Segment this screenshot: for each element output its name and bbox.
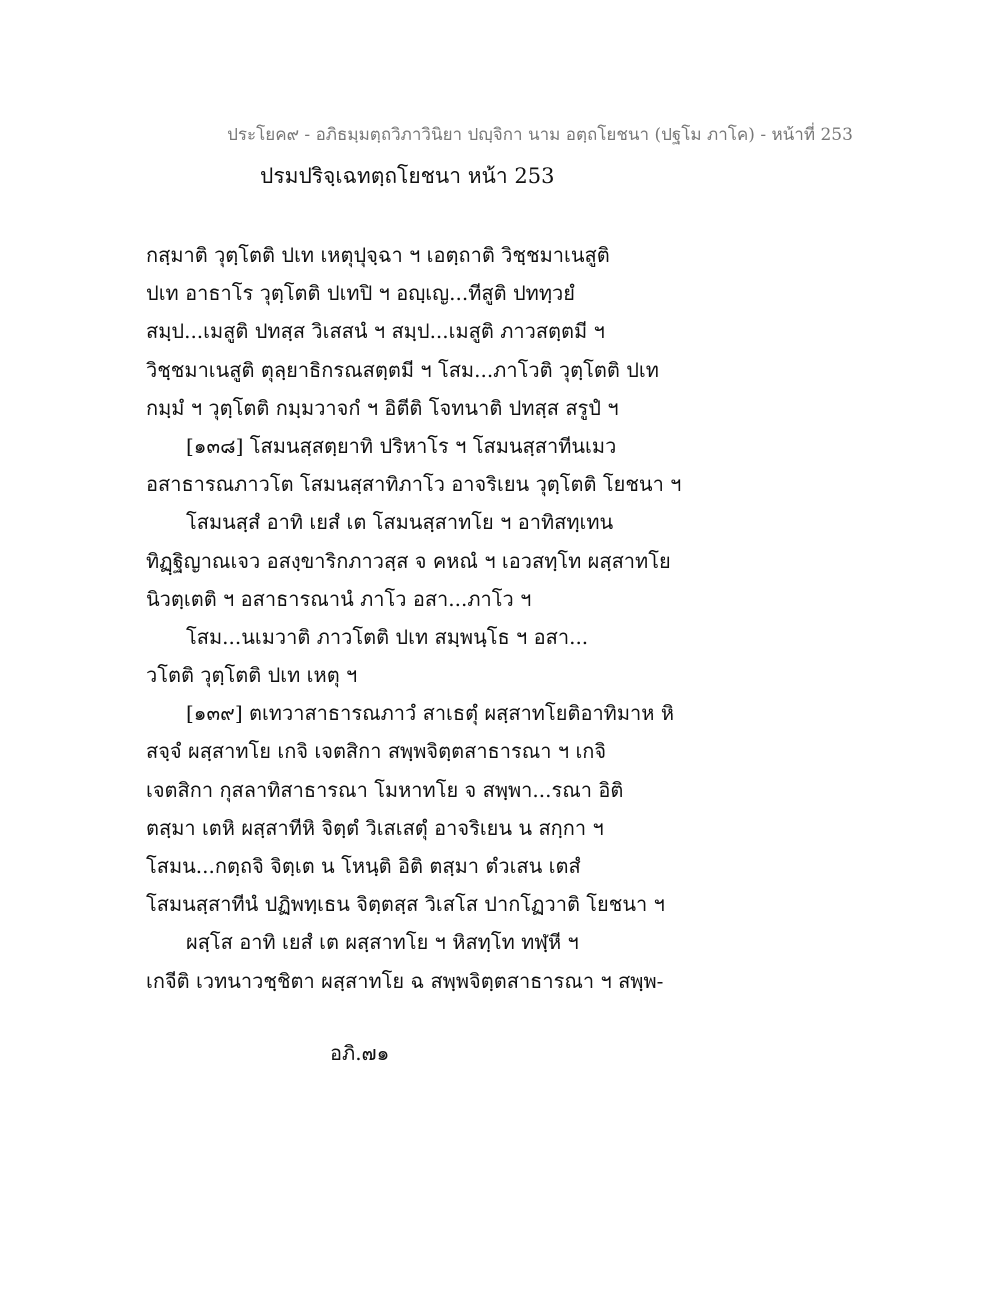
running-header: ประโยค๙ - อภิธมฺมตฺถวิภาวินิยา ปญฺจิกา นาม อตฺถโยชนา (ปฐโม ภาโค) - หน้าที่ 253: [227, 125, 853, 145]
body-line-20: เกจีติ เวทนาวชฺชิตา ผสฺสาทโย ฉ สพฺพจิตฺตสาธารณา ฯ สพฺพ-: [146, 968, 664, 993]
body-line-1: กสฺมาติ วุตฺโตติ ปเท เหตุปุจฺฉา ฯ เอตฺถาติ วิชฺชมาเนสูติ: [146, 243, 610, 267]
body-line-7: อสาธารณภาวโต โสมนสฺสาทิภาโว อาจริเยน วุตฺโตติ โยชนา ฯ: [146, 472, 682, 497]
body-line-3: สมฺป...เมสูติ ปทสฺส วิเสสนํ ฯ สมฺป...เมสูติ ภาวสตฺตมี ฯ: [146, 319, 605, 344]
body-line-12: วโตติ วุตฺโตติ ปเท เหตุ ฯ: [146, 663, 358, 688]
body-line-10: นิวตฺเตติ ฯ อสาธารณานํ ภาโว อสา...ภาโว ฯ: [146, 586, 532, 611]
body-text: [146, 236, 706, 1000]
body-line-15: เจตสิกา กุสลาทิสาธารณา โมหาทโย จ สพฺพา...รณา อิติ: [146, 777, 624, 802]
body-line-6: [๑๓๘] โสมนสฺสตฺยาทิ ปริหาโร ฯ โสมนสฺสาทีนเมว: [186, 433, 617, 458]
body-line-17: โสมน...กตฺถจิ จิตฺเต น โหนฺติ อิติ ตสฺมา ตํวเสน เตสํ: [146, 854, 581, 878]
body-line-16: ตสฺมา เตหิ ผสฺสาทีหิ จิตฺตํ วิเสเสตุํ อาจริเยน น สกฺกา ฯ: [146, 815, 604, 840]
body-line-5: กมฺมํ ฯ วุตฺโตติ กมฺมวาจกํ ฯ อิตีติ โจทนาติ ปทสฺส สรูปํ ฯ: [146, 395, 619, 420]
body-line-18: โสมนสฺสาทีนํ ปฏิพทฺเธน จิตฺตสฺส วิเสโส ปากโฏวาติ โยชนา ฯ: [146, 892, 665, 917]
body-line-2: ปเท อาธาโร วุตฺโตติ ปเทปิ ฯ อญฺเญ...ทีสูติ ปททฺวยํ: [146, 281, 575, 306]
body-line-19: ผสฺโส อาทิ เยสํ เต ผสฺสาทโย ฯ หิสทฺโท ทฬฺหี ฯ: [186, 930, 579, 955]
body-line-8: โสมนสฺสํ อาทิ เยสํ เต โสมนสฺสาทโย ฯ อาทิสทฺเทน: [186, 510, 614, 535]
page-marker: อภิ.๗๑: [330, 1041, 390, 1065]
body-line-4: วิชฺชมาเนสูติ ตุลฺยาธิกรณสตฺตมี ฯ โสม...ภาโวติ วุตฺโตติ ปเท: [146, 357, 659, 382]
body-line-13: [๑๓๙] ตเทวาสาธารณภาวํ สาเธตุํ ผสฺสาทโยติอาทิมาห หิ: [186, 701, 675, 726]
section-title: ปรมปริจฺเฉทตฺถโยชนา หน้า 253: [260, 164, 555, 188]
body-line-11: โสม...นเมวาติ ภาวโตติ ปเท สมฺพนฺโธ ฯ อสา...: [186, 624, 589, 649]
body-line-9: ทิฏฺฐิญาณเจว อสงฺขาริกภาวสฺส จ คหณํ ฯ เอวสทฺโท ผสฺสาทโย: [146, 548, 671, 573]
body-line-14: สจฺจํ ผสฺสาทโย เกจิ เจตสิกา สพฺพจิตฺตสาธารณา ฯ เกจิ: [146, 739, 607, 764]
